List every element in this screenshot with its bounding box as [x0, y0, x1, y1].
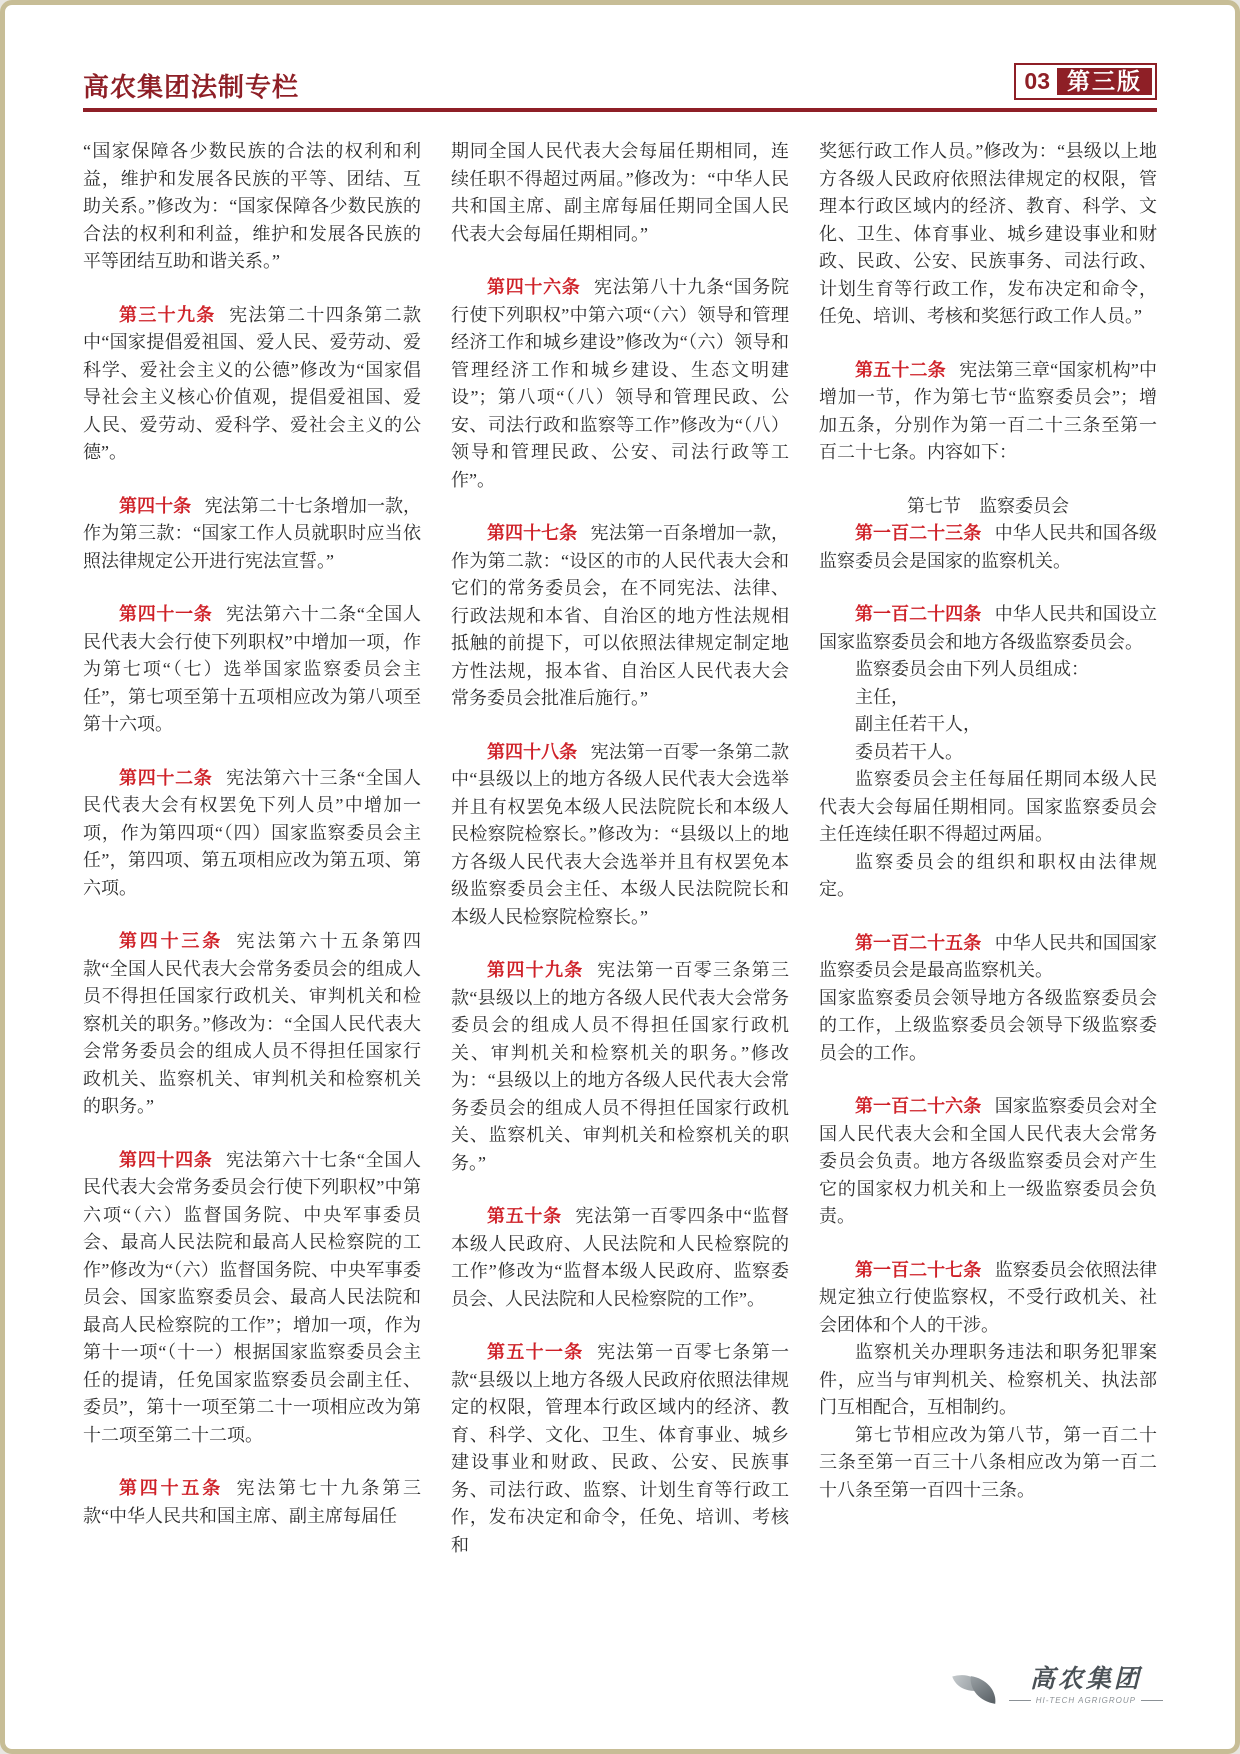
paragraph: [819, 357, 1157, 467]
article-number: 第四十五条: [119, 1478, 224, 1499]
article-number: 第四十三条: [119, 931, 224, 952]
paragraph: [819, 711, 1157, 739]
paragraph-text: 监察委员会依照法律规定独立行使监察权，不受行政机关、社会团体和个人的干涉。: [819, 1259, 1158, 1335]
masthead-title: 高农集团法制专栏: [83, 72, 300, 103]
article-number: 第四十六条: [487, 277, 581, 298]
paragraph: [819, 601, 1157, 656]
leaf-logo-icon: [955, 1668, 1001, 1704]
paragraph: [83, 765, 421, 903]
paragraph-text: 宪法第六十七条“全国人民代表大会常务委员会行使下列职权”中第六项“（六）监督国务院、中央军事委员会、最高人民法院和最高人民检察院的工作”修改为“（六）监督国务院、中央军事委员会、国家监察委员会、最高人民法院和最高人民检察院的工作”；增加一项，作为第十一项“（十一）根据国家监察委员会主任的提请，任免国家监察委员会副主任、委员”，第十一项至第二十一项相应改为第十二项至第二十二项。: [83, 1149, 421, 1445]
article-number: 第五十一条: [487, 1342, 584, 1363]
paragraph-text: 宪法第三章“国家机构”中增加一节，作为第七节“监察委员会”；增加五条，分别作为第一百二十三条至第一百二十七条。内容如下：: [819, 359, 1158, 463]
paragraph: [83, 1147, 421, 1450]
article-number: 第一百二十六条: [855, 1096, 982, 1117]
paragraph-text: 期同全国人民代表大会每届任期相同，连续任职不得超过两届。”修改为：“中华人民共和国主席、副主席每届任期同全国人民代表大会每届任期相同。”: [451, 141, 789, 244]
article-number: 第四十七条: [487, 523, 578, 544]
footer-logo: [955, 1667, 1163, 1705]
paragraph: [83, 138, 421, 276]
paragraph: [451, 520, 789, 713]
paragraph-text: 宪法第一百零七条第一款“县级以上地方各级人民政府依照法律规定的权限，管理本行政区域内的经济、教育、科学、文化、卫生、体育事业、城乡建设事业和财政、民政、公安、民族事务、司法行政、监察、计划生育等行政工作，发布决定和命令，任免、培训、考核和: [451, 1342, 790, 1555]
edition-name: 第三版: [1057, 68, 1152, 95]
article-columns: [83, 138, 1157, 1559]
text-column-3: [819, 138, 1157, 1559]
article-number: 第四十九条: [487, 960, 584, 981]
paragraph-text: 委员若干人。: [855, 741, 963, 762]
footer-logo-text: 高农集团: [1029, 1665, 1142, 1693]
article-number: 第一百二十四条: [855, 604, 982, 625]
page-header: [83, 63, 1157, 112]
edition-badge: [1014, 63, 1157, 100]
paragraph: [819, 520, 1157, 575]
paragraph-text: 宪法第一百零四条中“监督本级人民政府、人民法院和人民检察院的工作”修改为“监督本级人民政府、监察委员会、人民法院和人民检察院的工作”。: [451, 1206, 790, 1309]
article-number: 第五十二条: [855, 359, 946, 380]
paragraph-text: 宪法第七十九条第三款“中华人民共和国主席、副主席每届任: [83, 1478, 422, 1526]
paragraph-text: 宪法第八十九条“国务院行使下列职权”中第六项“（六）领导和管理经济工作和城乡建设”修改为“（六）领导和管理经济工作和城乡建设、生态文明建设”；第八项“（八）领导和管理民政、公安、司法行政和监察等工作”修改为“（八）领导和管理民政、公安、司法行政等工作”。: [451, 277, 789, 490]
paragraph-text: 宪法第一百条增加一款，作为第二款：“设区的市的人民代表大会和它们的常务委员会，在不同宪法、法律、行政法规和本省、自治区的地方性法规相抵触的前提下，可以依照法律规定制定地方性法规，报本省、自治区人民代表大会常务委员会批准后施行。”: [451, 523, 790, 709]
paragraph-text: 国家监察委员会领导地方各级监察委员会的工作，上级监察委员会领导下级监察委员会的工作。: [819, 987, 1157, 1063]
paragraph: [451, 739, 789, 932]
article-number: 第三十九条: [119, 304, 216, 325]
paragraph-text: 奖惩行政工作人员。”修改为：“县级以上地方各级人民政府依照法律规定的权限，管理本行政区域内的经济、教育、科学、文化、卫生、体育事业、城乡建设事业和财政、民政、公安、民族事务、司法行政、计划生育等行政工作，发布决定和命令，任免、培训、考核和奖惩行政工作人员。”: [819, 141, 1157, 327]
paragraph-text: 宪法第二十四条第二款中“国家提倡爱祖国、爱人民、爱劳动、爱科学、爱社会主义的公德”修改为“国家倡导社会主义核心价值观，提倡爱祖国、爱人民、爱劳动、爱科学、爱社会主义的公德”。: [83, 304, 422, 463]
paragraph: [819, 656, 1157, 684]
paragraph: [451, 957, 789, 1177]
paragraph: [819, 1422, 1157, 1505]
article-number: 第四十一条: [119, 604, 213, 625]
paragraph: [83, 302, 421, 467]
paragraph-text: 宪法第一百零三条第三款“县级以上的地方各级人民代表大会常务委员会的组成人员不得担任国家行政机关、审判机关和检察机关的职务。”修改为：“县级以上的地方各级人民代表大会常务委员会的组成人员不得担任国家行政机关、监察机关、审判机关和检察机关的职务。”: [451, 960, 790, 1173]
paragraph-text: 监察委员会的组织和职权由法律规定。: [819, 851, 1157, 900]
paragraph-text: 宪法第六十二条“全国人民代表大会行使下列职权”中增加一项，作为第七项“（七）选举国家监察委员会主任”，第七项至第十五项相应改为第八项至第十六项。: [83, 604, 421, 735]
article-number: 第五十条: [487, 1206, 562, 1227]
text-column-1: [83, 138, 421, 1559]
paragraph: [819, 739, 1157, 767]
paragraph: [83, 928, 421, 1121]
article-number: 第一百二十七条: [855, 1259, 982, 1280]
paragraph: [83, 601, 421, 739]
paragraph: [83, 1475, 421, 1530]
paragraph-text: 中华人民共和国国家监察委员会是最高监察机关。: [819, 932, 1158, 981]
page-number: 03: [1019, 68, 1057, 95]
paragraph: [819, 985, 1157, 1068]
paragraph-text: 监察委员会主任每届任期同本级人民代表大会每届任期相同。国家监察委员会主任连续任职不得超过两届。: [819, 769, 1157, 845]
paragraph: [819, 684, 1157, 712]
paragraph: [819, 493, 1157, 521]
paragraph: [451, 138, 789, 248]
article-number: 第一百二十五条: [855, 932, 982, 953]
paragraph: [451, 274, 789, 494]
footer-logo-subtext: HI-TECH AGRIGROUP: [1009, 1696, 1163, 1705]
paragraph-text: 监察机关办理职务违法和职务犯罪案件，应当与审判机关、检察机关、执法部门互相配合，互相制约。: [819, 1342, 1157, 1418]
paragraph-text: 宪法第六十五条第四款“全国人民代表大会常务委员会的组成人员不得担任国家行政机关、审判机关和检察机关的职务。”修改为：“全国人民代表大会常务委员会的组成人员不得担任国家行政机关、监察机关、审判机关和检察机关的职务。”: [83, 931, 422, 1117]
article-number: 第四十四条: [119, 1149, 213, 1170]
paragraph: [819, 930, 1157, 985]
paragraph-text: 监察委员会由下列人员组成：: [855, 659, 1089, 680]
article-number: 第四十条: [119, 495, 192, 516]
paragraph: [819, 849, 1157, 904]
paragraph-text: 国家监察委员会对全国人民代表大会和全国人民代表大会常务委员会负责。地方各级监察委员会对产生它的国家权力机关和上一级监察委员会负责。: [819, 1096, 1158, 1227]
paragraph-text: 主任，: [855, 686, 909, 707]
paragraph: [451, 1203, 789, 1313]
article-number: 第一百二十三条: [855, 523, 982, 544]
paragraph-text: 宪法第六十三条“全国人民代表大会有权罢免下列人员”中增加一项，作为第四项“（四）国家监察委员会主任”，第四项、第五项相应改为第五项、第六项。: [83, 767, 421, 898]
paragraph: [83, 493, 421, 576]
article-number: 第四十二条: [119, 767, 213, 788]
paragraph-text: 中华人民共和国设立国家监察委员会和地方各级监察委员会。: [819, 604, 1158, 652]
paragraph: [451, 1339, 789, 1559]
paragraph: [819, 138, 1157, 331]
paragraph: [819, 1339, 1157, 1422]
paragraph: [819, 1257, 1157, 1340]
paragraph-text: 中华人民共和国各级监察委员会是国家的监察机关。: [819, 523, 1158, 571]
paragraph-text: 第七节 监察委员会: [907, 495, 1069, 516]
paragraph-text: 宪法第二十七条增加一款，作为第三款：“国家工作人员就职时应当依照法律规定公开进行宪法宣誓。”: [83, 495, 422, 571]
paragraph-text: 宪法第一百零一条第二款中“县级以上的地方各级人民代表大会选举并且有权罢免本级人民法院院长和本级人民检察院检察长。”修改为：“县级以上的地方各级人民代表大会选举并且有权罢免本级监察委员会主任、本级人民法院院长和本级人民检察院检察长。”: [451, 741, 790, 927]
paragraph-text: 副主任若干人，: [855, 714, 981, 735]
paragraph-text: 第七节相应改为第八节，第一百二十三条至第一百三十八条相应改为第一百二十八条至第一百四十三条。: [819, 1424, 1157, 1500]
paragraph: [819, 1093, 1157, 1231]
paragraph-text: “国家保障各少数民族的合法的权利和利益，维护和发展各民族的平等、团结、互助关系。”修改为：“国家保障各少数民族的合法的权利和利益，维护和发展各民族的平等团结互助和谐关系。”: [83, 141, 421, 272]
text-column-2: [451, 138, 789, 1559]
article-number: 第四十八条: [487, 741, 578, 762]
paragraph: [819, 766, 1157, 849]
